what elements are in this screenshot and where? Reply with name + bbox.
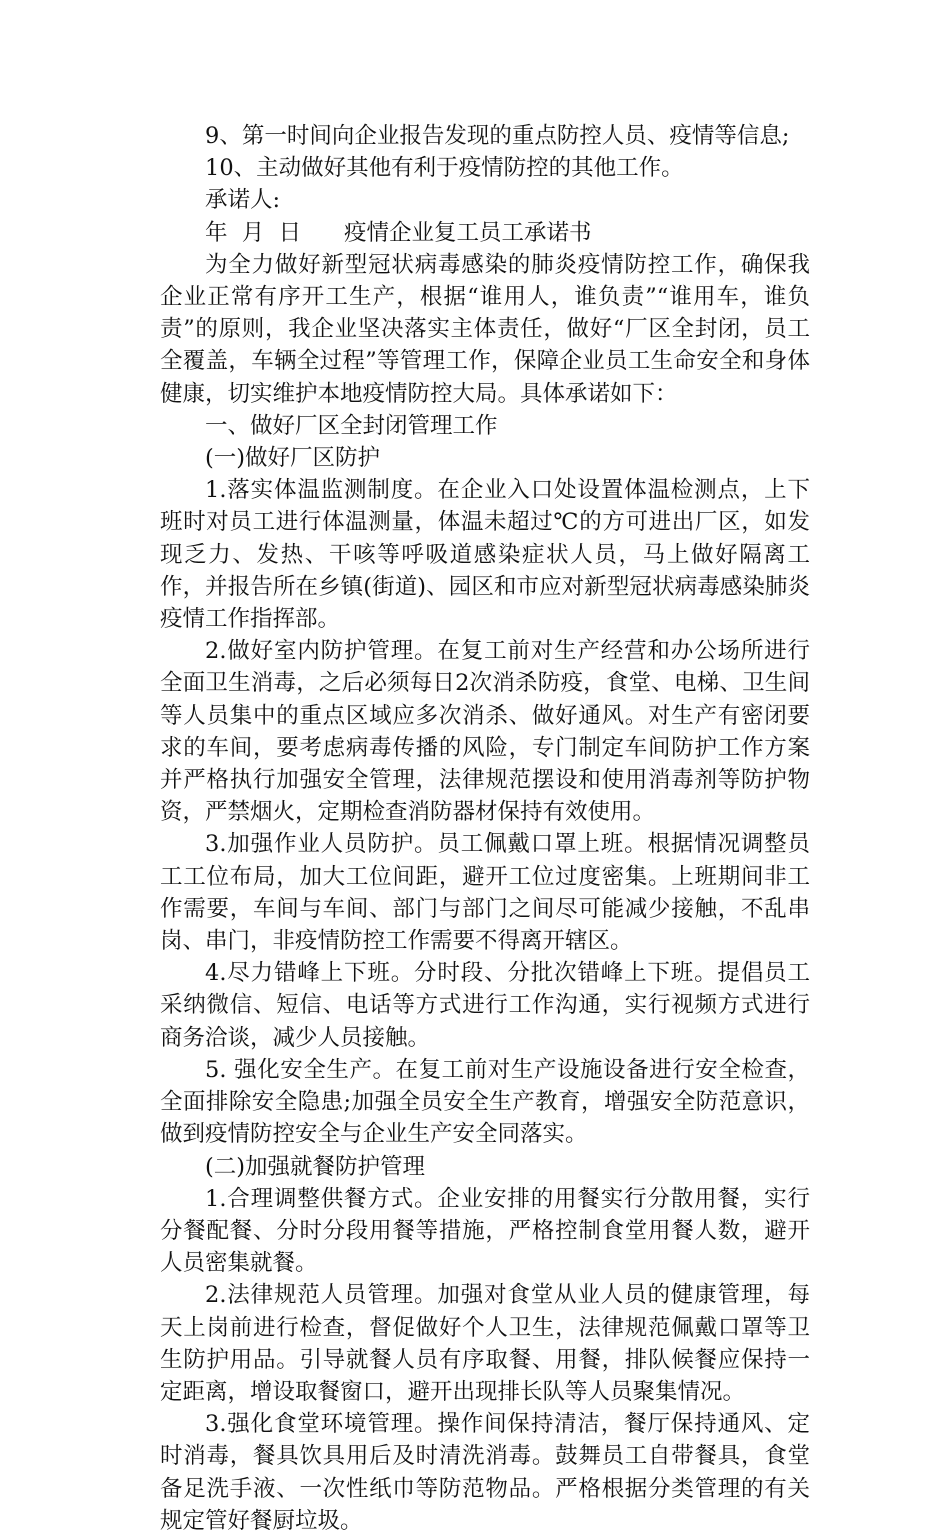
paragraph-item-9: 9、第一时间向企业报告发现的重点防控人员、疫情等信息;	[205, 123, 790, 149]
paragraph-safety-production: 5. 强化安全生产。在复工前对生产设施设备进行安全检查，全面排除安全隐患;加强全员安全生产教育，增强安全防范意识，做到疫情防控安全与企业生产安全同落实。	[160, 1056, 810, 1148]
document-body	[160, 120, 810, 1537]
section-heading-1: 一、做好厂区全封闭管理工作	[205, 412, 498, 439]
date-and-title-line: 年 月 日 疫情企业复工员工承诺书	[205, 219, 592, 246]
paragraph-worker-protection: 3.加强作业人员防护。员工佩戴口罩上班。根据情况调整员工工位布局，加大工位间距，避开工位过度密集。上班期间非工作需要，车间与车间、部门与部门之间尽可能减少接触，不乱串岗、串门，非疫情防控工作需要不得离开辖区。	[160, 831, 810, 955]
subsection-heading-2: (二)加强就餐防护管理	[205, 1153, 426, 1180]
paragraph-item-10: 10、主动做好其他有利于疫情防控的其他工作。	[205, 155, 684, 182]
subsection-heading-1: (一)做好厂区防护	[205, 445, 381, 472]
paragraph-staggered-shifts: 4.尽力错峰上下班。分时段、分批次错峰上下班。提倡员工采纳微信、短信、电话等方式进行工作沟通，实行视频方式进行商务洽谈，减少人员接触。	[160, 960, 810, 1051]
paragraph-meal-arrangement: 1.合理调整供餐方式。企业安排的用餐实行分散用餐，实行分餐配餐、分时分段用餐等措施，严格控制食堂用餐人数，避开人员密集就餐。	[160, 1185, 810, 1277]
paragraph-indoor-protection: 2.做好室内防护管理。在复工前对生产经营和办公场所进行全面卫生消毒，之后必须每日2次消杀防疫，食堂、电梯、卫生间等人员集中的重点区域应多次消杀、做好通风。对生产有密闭要求的车间，要考虑病毒传播的风险，专门制定车间防护工作方案并严格执行加强安全管理，法律规范摆设和使用消毒剂等防护物资，严禁烟火，定期检查消防器材保持有效使用。	[160, 638, 810, 826]
paragraph-temperature: 1.落实体温监测制度。在企业入口处设置体温检测点，上下班时对员工进行体温测量，体温未超过℃的方可进出厂区，如发现乏力、发热、干咳等呼吸道感染症状人员，马上做好隔离工作，并报告所在乡镇(街道)、园区和市应对新型冠状病毒感染肺炎疫情工作指挥部。	[160, 477, 810, 633]
intro-paragraph: 为全力做好新型冠状病毒感染的肺炎疫情防控工作，确保我企业正常有序开工生产，根据“谁用人，谁负责”“谁用车，谁负责”的原则，我企业坚决落实主体责任，做好“厂区全封闭，员工全覆盖，车辆全过程”等管理工作，保障企业员工生命安全和身体健康，切实维护本地疫情防控大局。具体承诺如下：	[160, 251, 810, 407]
promisor-label: 承诺人:	[205, 187, 281, 214]
paragraph-staff-management: 2.法律规范人员管理。加强对食堂从业人员的健康管理，每天上岗前进行检查，督促做好个人卫生，法律规范佩戴口罩等卫生防护用品。引导就餐人员有序取餐、用餐，排队候餐应保持一定距离，增设取餐窗口，避开出现排长队等人员聚集情况。	[160, 1282, 810, 1405]
paragraph-canteen-environment: 3.强化食堂环境管理。操作间保持清洁，餐厅保持通风、定时消毒，餐具饮具用后及时清洗消毒。鼓舞员工自带餐具，食堂备足洗手液、一次性纸巾等防范物品。严格根据分类管理的有关规定管好餐厨垃圾。	[160, 1411, 810, 1534]
